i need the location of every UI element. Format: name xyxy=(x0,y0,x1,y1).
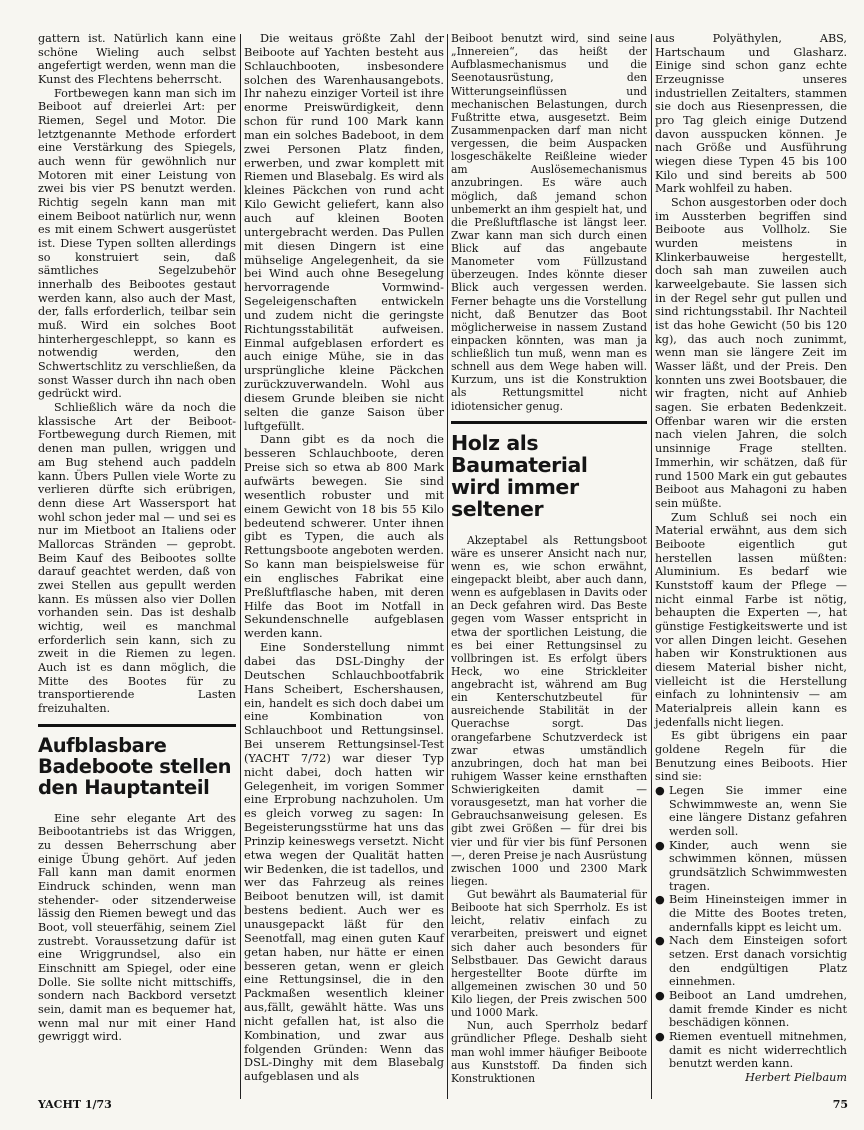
paragraph: Gut bewährt als Baumaterial für Beiboote hat sich Sperrholz. Es ist leicht, relativ einfach zu verarbeiten, preiswert und eignet sich daher auch besonders für Selbstbauer. Das Gewicht daraus hergestellter Boote dürfte im allgemeinen zwischen 30 und 50 Kilo liegen, der Preis zwischen 500 und 1000 Mark. xyxy=(451,888,647,1020)
headline-line: Badeboote stellen xyxy=(38,754,232,778)
bullet-icon: ● xyxy=(655,783,665,797)
column-1 xyxy=(38,32,236,1044)
list-item xyxy=(655,839,847,894)
paragraph: Akzeptabel als Rettungsboot wäre es unserer Ansicht nach nur, wenn es, wie schon erwähnt, eingepackt bleibt, aber auch dann, wenn es aufgeblasen in Davits oder an Deck gefahren wird. Das Beste gegen vom Wasser entspricht in etwa der sportlichen Leistung, die es bei einer Rettungsinsel zu vollbringen ist. Es erfolgt übers Heck, wo eine Strickleiter angebracht ist, während am Bug ein Kenterschutzbeutel für ausreichende Stabilität in der Querachse sorgt. Das orangefarbene Schutzverdeck ist zwar etwas umständlich anzubringen, doch hat man bei ruhigem Wasser keine ernsthaften Schwierigkeiten damit — vorausgesetzt, man hat vorher die Gebrauchsanweisung gelesen. Es gibt zwei Größen — für drei bis vier und für vier bis fünf Personen —, deren Preise je nach Ausrüstung zwischen 1000 und 2300 Mark liegen. xyxy=(451,533,647,888)
list-item-text: Kinder, auch wenn sie schwimmen können, müssen grundsätzlich Schwimmwesten tragen. xyxy=(669,838,847,893)
paragraph: Eine sehr elegante Art des Beibootantriebs ist das Wriggen, zu dessen Beherrschung aber einige Übung gehört. Auf jeden Fall kann man damit enormen Eindruck schinden, wenn man stehender- oder sitzenderweise lässig den Riemen bewegt und das Boot, voll steuerfähig, seinem Ziel zustrebt. Voraussetzung dafür ist eine Wriggrundsel, also ein Einschnitt am Spiegel, oder eine Dolle. Sie sollte nicht mittschiffs, sondern nach Backbord versetzt sein, damit man es bequemer hat, wenn mal nur mit einer Hand gewriggt wird. xyxy=(38,811,236,1044)
column-rule-3 xyxy=(651,34,652,1099)
section-headline xyxy=(451,421,647,528)
paragraph: aus Polyäthylen, ABS, Hartschaum und Glasharz. Einige sind schon ganz echte Erzeugnisse unseres industriellen Zeitalters, stammen sie doch aus Riesenpressen, die pro Tag gleich einige Dutzend davon ausspucken können. Je nach Größe und Ausführung wiegen diese Typen 45 bis 100 Kilo und sind bereits ab 500 Mark wohlfeil zu haben. xyxy=(655,32,847,196)
column-4 xyxy=(655,32,847,1085)
headline-line: den Hauptanteil xyxy=(38,775,210,799)
paragraph: Die weitaus größte Zahl der Beiboote auf Yachten besteht aus Schlauchbooten, insbesondere solchen des Warenhausangebots. Ihr nahezu einziger Vorteil ist ihre enorme Preiswürdigkeit, denn schon für rund 100 Mark kann man ein solches Badeboot, in dem zwei Personen Platz finden, erwerben, und zwar komplett mit Riemen und Blasebalg. Es wird als kleines Päckchen von rund acht Kilo Gewicht geliefert, kann also auch auf kleinen Booten untergebracht werden. Das Pullen mit diesen Dingern ist eine mühselige Angelegenheit, da sie bei Wind auch ohne Besegelung hervorragende Vormwind-Segeleigenschaften entwickeln und zudem nicht die geringste Richtungsstabilität aufweisen. Einmal aufgeblasen erfordert es auch einige Mühe, sie in das ursprüngliche kleine Päckchen zurückzuverwandeln. Wohl aus diesem Grunde bleiben sie nicht selten die ganze Saison über luftgefüllt. xyxy=(244,31,444,433)
column-3 xyxy=(451,32,647,1085)
paragraph: Fortbewegen kann man sich im Beiboot auf dreierlei Art: per Riemen, Segel und Motor. Die letztgenannte Methode erfordert eine Verstärkung des Spiegels, auch wenn für gewöhnlich nur Motoren mit einer Leistung von zwei bis vier PS benutzt werden. Richtig segeln kann man mit einem Beiboot natürlich nur, wenn es mit einem Schwert ausgerüstet ist. Diese Typen sollten allerdings so konstruiert sein, daß sämtliches Segelzubehör innerhalb des Beibootes gestaut werden kann, also auch der Mast, der, falls erforderlich, teilbar sein muß. Wird ein solches Boot hinterhergeschleppt, so kann es notwendig werden, den Schwertschlitz zu verschließen, da sonst Wasser durch ihn nach oben gedrückt wird. xyxy=(38,86,236,401)
paragraph: Nun, auch Sperrholz bedarf gründlicher Pflege. Deshalb sieht man wohl immer häufiger Beiboote aus Kunststoff. Da finden sich Konstruktionen xyxy=(451,1019,647,1085)
paragraph: Schon ausgestorben oder doch im Aussterben begriffen sind Beiboote aus Vollholz. Sie wurden meistens in Klinkerbauweise hergestellt, doch sah man zuweilen auch karweelgebaute. Sie lassen sich in der Regel sehr gut pullen und sind richtungsstabil. Ihr Nachteil ist das hohe Gewicht (50 bis 120 kg), das auch noch zunimmt, wenn man sie längere Zeit im Wasser läßt, und der Preis. Den konnten uns zwei Bootsbauer, die wir fragten, nicht auf Anhieb sagen. Sie erbaten Bedenkzeit. Offenbar waren wir die ersten nach vielen Jahren, die solch unsinnige Frage stellten. Immerhin, wir schätzen, daß für rund 1500 Mark ein gut gebautes Beiboot aus Mahagoni zu haben sein müßte. xyxy=(655,196,847,510)
bullet-icon: ● xyxy=(655,934,665,948)
section-headline xyxy=(38,724,236,806)
column-rule-2 xyxy=(447,34,448,1099)
footer-magazine-issue: YACHT 1/73 xyxy=(38,1098,112,1111)
list-item-text: Nach dem Einsteigen sofort setzen. Erst danach vorsichtig den endgültigen Platz einnehmen. xyxy=(669,934,847,989)
list-item xyxy=(655,1030,847,1071)
list-item xyxy=(655,989,847,1030)
bullet-icon: ● xyxy=(655,838,665,852)
list-item-text: Riemen eventuell mitnehmen, damit es nicht widerrechtlich benutzt werden kann. xyxy=(669,1030,847,1071)
list-item-text: Beiboot an Land umdrehen, damit fremde Kinder es nicht beschädigen können. xyxy=(669,989,847,1030)
list-item xyxy=(655,934,847,989)
paragraph: Es gibt übrigens ein paar goldene Regeln für die Benutzung eines Beiboots. Hier sind sie: xyxy=(655,729,847,784)
column-2 xyxy=(244,32,444,1084)
list-item-text: Legen Sie immer eine Schwimmweste an, wenn Sie eine längere Distanz gefahren werden soll. xyxy=(669,783,847,838)
paragraph: Zum Schluß sei noch ein Material erwähnt, aus dem sich Beiboote eigentlich gut herstellen lassen müßten: Aluminium. Es bedarf wie Kunststoff kaum der Pflege — nicht einmal Farbe ist nötig, behaupten die Experten —, hat günstige Festigkeitswerte und ist vor allen Dingen leicht. Gesehen haben wir Konstruktionen aus diesem Material bisher nicht, vielleicht ist die Herstellung einfach zu lohnintensiv — am Materialpreis allein kann es jedenfalls nicht liegen. xyxy=(655,510,847,729)
headline-line: Aufblasbare xyxy=(38,733,167,757)
bullet-icon: ● xyxy=(655,1030,665,1044)
rules-list xyxy=(655,784,847,1071)
author-byline: Herbert Pielbaum xyxy=(745,1071,847,1085)
list-item xyxy=(655,893,847,934)
headline-line: Holz als Baumaterial xyxy=(451,430,588,477)
bullet-icon: ● xyxy=(655,893,665,907)
bullet-icon: ● xyxy=(655,989,665,1003)
paragraph: Dann gibt es da noch die besseren Schlauchboote, deren Preise sich so etwa ab 800 Mark aufwärts bewegen. Sie sind wesentlich robuster und mit einem Gewicht von 18 bis 55 Kilo bedeutend schwerer. Unter ihnen gibt es Typen, die auch als Rettungsboote angeboten werden. So kann man beispielsweise für ein englisches Fabrikat eine Preßluftflasche haben, mit deren Hilfe das Boot im Notfall in Sekundenschnelle aufgeblasen werden kann. xyxy=(244,432,444,641)
headline-line: wird immer seltener xyxy=(451,474,579,521)
list-item-text: Beim Hineinsteigen immer in die Mitte des Bootes treten, andernfalls kippt es leicht um. xyxy=(669,893,847,934)
paragraph: Beiboot benutzt wird, sind seine „Innereien“, das heißt der Aufblasmechanismus und die Seenotausrüstung, den Witterungseinflüssen und mechanischen Belastungen, durch Fußtritte etwa, ausgesetzt. Beim Zusammenpacken darf man nicht vergessen, die beim Auspacken losgeschäkelte Reißleine wieder am Auslösemechanismus anzubringen. Es wäre auch möglich, daß jemand schon unbemerkt an ihm gespielt hat, und die Preßluftflasche ist längst leer. Zwar kann man sich durch einen Blick auf das angebaute Manometer vom Füllzustand überzeugen. Indes könnte dieser Blick auch vergessen werden. Ferner behagte uns die Vorstellung nicht, daß Benutzer das Boot möglicherweise in nassem Zustand einpacken könnten, was man ja schließlich tun muß, wenn man es schnell aus dem Wege haben will. Kurzum, uns ist die Konstruktion als Rettungsmittel nicht idiotensicher genug. xyxy=(451,32,647,413)
paragraph: gattern ist. Natürlich kann eine schöne Wieling auch selbst angefertigt werden, wenn man die Kunst des Flechtens beherrscht. xyxy=(38,32,236,87)
paragraph: Eine Sonderstellung nimmt dabei das DSL-Dinghy der Deutschen Schlauchbootfabrik Hans Scheibert, Eschershausen, ein, handelt es sich doch dabei um eine Kombination von Schlauchboot und Rettungsinsel. Bei unserem Rettungsinsel-Test (YACHT 7/72) war dieser Typ nicht dabei, doch hatten wir Gelegenheit, im vorigen Sommer eine Erprobung nachzuholen. Um es gleich vorweg zu sagen: In Begeisterungsstürme hat uns das Prinzip keineswegs versetzt. Nicht etwa wegen der Qualität hatten wir Bedenken, die ist tadellos, und wer das Fahrzeug als reines Beiboot benutzen will, ist damit bestens bedient. Auch wer es unausgepackt läßt für den Seenotfall, mag einen guten Kauf getan haben, nur hätte er einen besseren getan, wenn er gleich eine Rettungsinsel, die in den Packmaßen wesentlich kleiner aus‚fällt, gewählt hätte. Was uns nicht gefallen hat, ist also die Kombination, und zwar aus folgenden Gründen: Wenn das DSL-Dinghy mit dem Blasebalg aufgeblasen und als xyxy=(244,640,444,1084)
list-item xyxy=(655,784,847,839)
paragraph: Schließlich wäre da noch die klassische Art der Beiboot-Fortbewegung durch Riemen, mit denen man pullen, wriggen und am Bug stehend auch paddeln kann. Übers Pullen viele Worte zu verlieren dürfte sich erübrigen, denn diese Art Wassersport hat wohl schon jeder mal — und sei es nur im Mietboot an Italiens oder Mallorcas Stränden — geprobt. Beim Kauf des Beibootes sollte darauf geachtet werden, daß von zwei Stellen aus gepullt werden kann. Es müssen also vier Dollen vorhanden sein. Das ist deshalb wichtig, weil es manchmal erforderlich sein kann, sich zu zweit in die Riemen zu legen. Auch ist es dann möglich, die Mitte des Bootes für zu transportierende Lasten freizuhalten. xyxy=(38,401,236,715)
column-rule-1 xyxy=(240,34,241,1099)
footer-page-number: 75 xyxy=(832,1098,848,1111)
